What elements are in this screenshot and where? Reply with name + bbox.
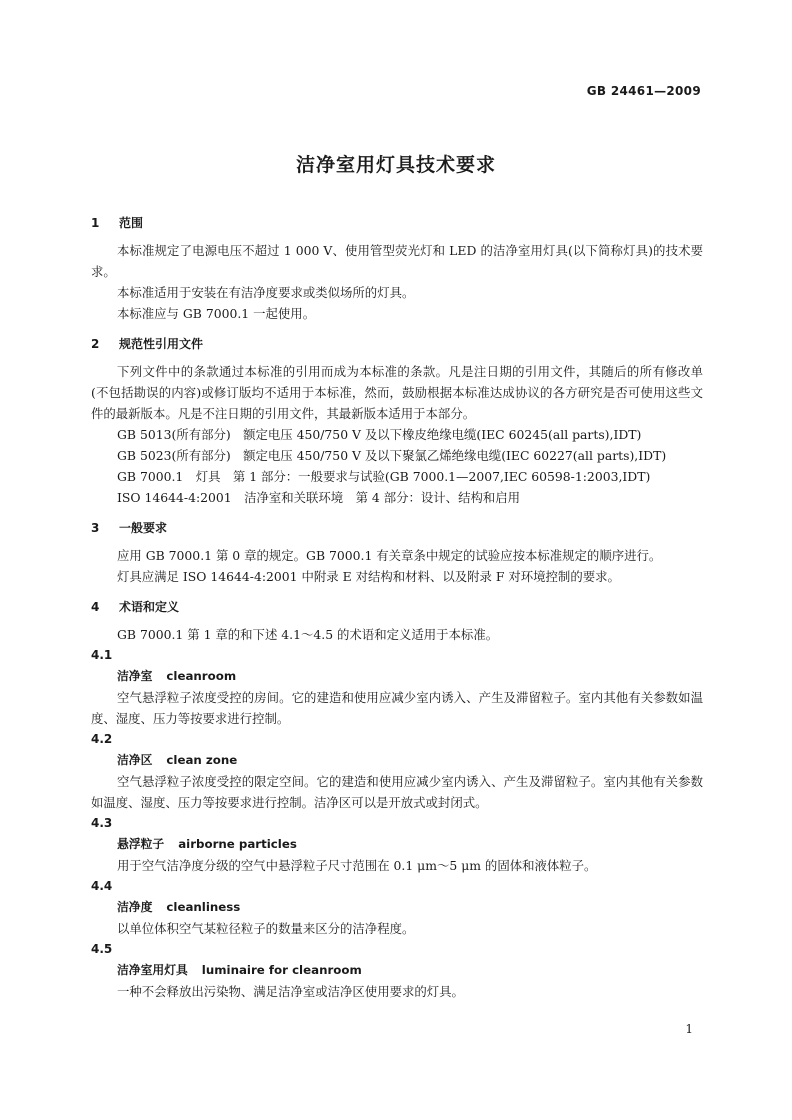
term-heading bbox=[91, 750, 703, 771]
term-definition: 空气悬浮粒子浓度受控的房间。它的建造和使用应减少室内诱入、产生及滞留粒子。室内其他有关参数如温度、湿度、压力等按要求进行控制。 bbox=[91, 690, 703, 726]
document-body bbox=[91, 213, 703, 1002]
paragraph: 应用 GB 7000.1 第 0 章的规定。GB 7000.1 有关章条中规定的试验应按本标准规定的顺序进行。 bbox=[117, 548, 662, 563]
term-definition: 用于空气洁净度分级的空气中悬浮粒子尺寸范围在 0.1 μm～5 μm 的固体和液体粒子。 bbox=[117, 858, 597, 873]
normative-reference: GB 5013(所有部分) 额定电压 450/750 V 及以下橡皮绝缘电缆(IEC 60245(all parts),IDT) bbox=[117, 427, 642, 442]
standard-number: GB 24461—2009 bbox=[586, 84, 701, 98]
document-title: 洁净室用灯具技术要求 bbox=[295, 154, 496, 176]
term-en: cleanroom bbox=[166, 669, 237, 683]
term-heading bbox=[91, 960, 703, 981]
section-title: 一般要求 bbox=[119, 521, 168, 535]
term-number: 4.1 bbox=[91, 648, 113, 662]
section-4-heading bbox=[91, 597, 703, 618]
section-title: 术语和定义 bbox=[119, 600, 180, 614]
paragraph: 本标准规定了电源电压不超过 1 000 V、使用管型荧光灯和 LED 的洁净室用灯具(以下简称灯具)的技术要求。 bbox=[91, 243, 703, 279]
term-heading bbox=[91, 834, 703, 855]
term-definition: 空气悬浮粒子浓度受控的限定空间。它的建造和使用应减少室内诱入、产生及滞留粒子。室内其他有关参数如温度、湿度、压力等按要求进行控制。洁净区可以是开放式或封闭式。 bbox=[91, 774, 703, 810]
section-number: 2 bbox=[91, 337, 100, 351]
section-number: 1 bbox=[91, 216, 100, 230]
term-zh: 洁净室 bbox=[117, 669, 153, 683]
section-2-heading bbox=[91, 334, 703, 355]
term-definition: 以单位体积空气某粒径粒子的数量来区分的洁净程度。 bbox=[117, 921, 415, 936]
paragraph: 下列文件中的条款通过本标准的引用而成为本标准的条款。凡是注日期的引用文件，其随后的所有修改单(不包括勘误的内容)或修订版均不适用于本标准，然而，鼓励根据本标准达成协议的各方研究是否可使用这些文件的最新版本。凡是不注日期的引用文件，其最新版本适用于本部分。 bbox=[91, 364, 703, 421]
section-number: 3 bbox=[91, 521, 100, 535]
section-1-heading bbox=[91, 213, 703, 234]
normative-reference: ISO 14644-4:2001 洁净室和关联环境 第 4 部分：设计、结构和启用 bbox=[117, 490, 521, 505]
term-definition: 一种不会释放出污染物、满足洁净室或洁净区使用要求的灯具。 bbox=[117, 984, 464, 999]
term-zh: 洁净室用灯具 bbox=[117, 963, 188, 977]
paragraph: GB 7000.1 第 1 章的和下述 4.1～4.5 的术语和定义适用于本标准。 bbox=[117, 627, 499, 642]
normative-reference: GB 7000.1 灯具 第 1 部分：一般要求与试验(GB 7000.1—2007,IEC 60598-1:2003,IDT) bbox=[117, 469, 651, 484]
term-en: clean zone bbox=[166, 753, 238, 767]
term-en: luminaire for cleanroom bbox=[201, 963, 362, 977]
normative-reference: GB 5023(所有部分) 额定电压 450/750 V 及以下聚氯乙烯绝缘电缆(IEC 60227(all parts),IDT) bbox=[117, 448, 667, 463]
section-number: 4 bbox=[91, 600, 100, 614]
term-zh: 洁净度 bbox=[117, 900, 153, 914]
page-number: 1 bbox=[685, 1022, 693, 1036]
term-en: cleanliness bbox=[166, 900, 241, 914]
section-title: 范围 bbox=[119, 216, 144, 230]
paragraph: 本标准适用于安装在有洁净度要求或类似场所的灯具。 bbox=[117, 285, 415, 300]
section-title: 规范性引用文件 bbox=[119, 337, 204, 351]
term-number: 4.2 bbox=[91, 732, 113, 746]
term-heading bbox=[91, 666, 703, 687]
term-number: 4.3 bbox=[91, 816, 113, 830]
paragraph: 灯具应满足 ISO 14644-4:2001 中附录 E 对结构和材料、以及附录 F 对环境控制的要求。 bbox=[117, 569, 620, 584]
section-3-heading bbox=[91, 518, 703, 539]
term-number: 4.4 bbox=[91, 879, 113, 893]
term-en: airborne particles bbox=[178, 837, 297, 851]
term-zh: 悬浮粒子 bbox=[117, 837, 165, 851]
term-number: 4.5 bbox=[91, 942, 113, 956]
paragraph: 本标准应与 GB 7000.1 一起使用。 bbox=[117, 306, 316, 321]
term-zh: 洁净区 bbox=[117, 753, 153, 767]
term-heading bbox=[91, 897, 703, 918]
